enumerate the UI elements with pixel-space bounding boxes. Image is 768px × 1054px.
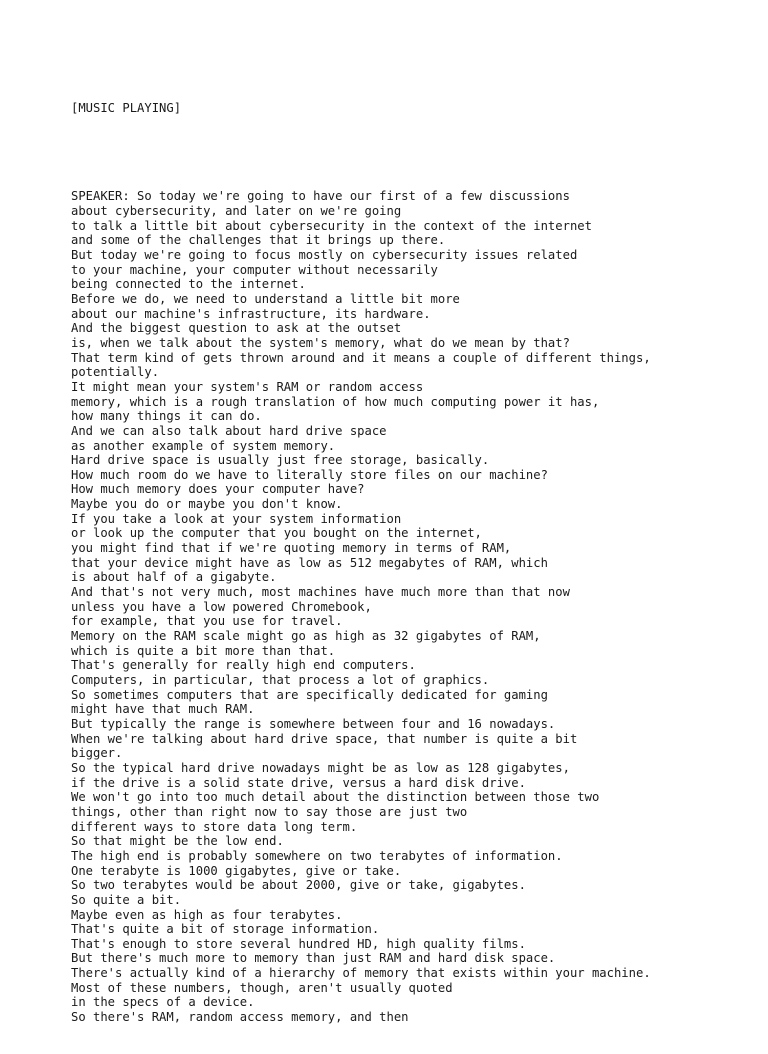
transcript-line: So that might be the low end. [71, 834, 284, 849]
transcript-line: to talk a little bit about cybersecurity in the context of the internet [71, 218, 592, 233]
transcript-line: bigger. [71, 746, 123, 761]
transcript-line: So quite a bit. [71, 892, 182, 907]
transcript-line: that your device might have as low as 512 megabytes of RAM, which [71, 555, 548, 570]
transcript-line: There's actually kind of a hierarchy of memory that exists within your machine. [71, 966, 651, 981]
transcript-line: about our machine's infrastructure, its hardware. [71, 306, 431, 321]
transcript-line: So sometimes computers that are specifically dedicated for gaming [71, 687, 548, 702]
transcript-line: which is quite a bit more than that. [71, 643, 336, 658]
transcript-line: unless you have a low powered Chromebook, [71, 599, 372, 614]
transcript-line: memory, which is a rough translation of how much computing power it has, [71, 394, 600, 409]
transcript-line: you might find that if we're quoting memory in terms of RAM, [71, 541, 512, 556]
transcript-line: for example, that you use for travel. [71, 614, 343, 629]
transcript-line: That's quite a bit of storage information. [71, 922, 380, 937]
transcript-line: being connected to the internet. [71, 277, 306, 292]
transcript-line: But typically the range is somewhere between four and 16 nowadays. [71, 716, 556, 731]
transcript-line: is, when we talk about the system's memory, what do we mean by that? [71, 335, 570, 350]
transcript-line: or look up the computer that you bought on the internet, [71, 526, 482, 541]
transcript-line: Maybe even as high as four terabytes. [71, 907, 343, 922]
transcript-line: is about half of a gigabyte. [71, 570, 277, 585]
transcript-line: if the drive is a solid state drive, versus a hard disk drive. [71, 775, 526, 790]
transcript-line: When we're talking about hard drive space, that number is quite a bit [71, 731, 578, 746]
transcript-line: Maybe you do or maybe you don't know. [71, 497, 343, 512]
transcript-body [71, 189, 761, 1024]
transcript-line: But today we're going to focus mostly on cybersecurity issues related [71, 247, 578, 262]
transcript-line: One terabyte is 1000 gigabytes, give or take. [71, 863, 402, 878]
transcript-line: to your machine, your computer without necessarily [71, 262, 438, 277]
transcript-line: But there's much more to memory than just RAM and hard disk space. [71, 951, 556, 966]
transcript-line: That's enough to store several hundred HD, high quality films. [71, 936, 526, 951]
transcript-line: in the specs of a device. [71, 995, 255, 1010]
transcript-line: SPEAKER: So today we're going to have our first of a few discussions [71, 189, 570, 204]
transcript-line: Hard drive space is usually just free storage, basically. [71, 453, 490, 468]
transcript-line: And that's not very much, most machines have much more than that now [71, 585, 570, 600]
transcript-line: about cybersecurity, and later on we're going [71, 204, 402, 218]
transcript-line: So the typical hard drive nowadays might be as low as 128 gigabytes, [71, 760, 570, 775]
transcript-line: The high end is probably somewhere on two terabytes of information. [71, 848, 563, 863]
transcript-line: How much memory does your computer have? [71, 482, 365, 497]
transcript-line: potentially. [71, 365, 160, 380]
transcript-line: How much room do we have to literally store files on our machine? [71, 467, 548, 482]
transcript-text [71, 72, 761, 1054]
transcript-line: So there's RAM, random access memory, and then [71, 1010, 409, 1025]
transcript-line: If you take a look at your system information [71, 511, 402, 526]
transcript-line: as another example of system memory. [71, 438, 336, 453]
transcript-line: And we can also talk about hard drive space [71, 423, 387, 438]
transcript-line: might have that much RAM. [71, 702, 255, 717]
blank-line [71, 145, 761, 160]
transcript-line: things, other than right now to say those are just two [71, 804, 468, 819]
transcript-line: We won't go into too much detail about the distinction between those two [71, 790, 600, 805]
transcript-line: different ways to store data long term. [71, 819, 358, 834]
transcript-line: That term kind of gets thrown around and it means a couple of different things, [71, 350, 651, 365]
music-playing-cue: [MUSIC PLAYING] [71, 101, 182, 116]
transcript-line: how many things it can do. [71, 409, 262, 424]
transcript-line: Most of these numbers, though, aren't usually quoted [71, 980, 453, 995]
transcript-line: and some of the challenges that it brings up there. [71, 233, 446, 248]
transcript-line: So two terabytes would be about 2000, give or take, gigabytes. [71, 878, 526, 893]
transcript-line: It might mean your system's RAM or random access [71, 379, 424, 394]
transcript-line: Before we do, we need to understand a little bit more [71, 291, 460, 306]
transcript-line: Memory on the RAM scale might go as high as 32 gigabytes of RAM, [71, 629, 541, 644]
transcript-line: That's generally for really high end computers. [71, 658, 416, 673]
transcript-line: Computers, in particular, that process a lot of graphics. [71, 673, 490, 687]
transcript-line: And the biggest question to ask at the outset [71, 321, 402, 336]
